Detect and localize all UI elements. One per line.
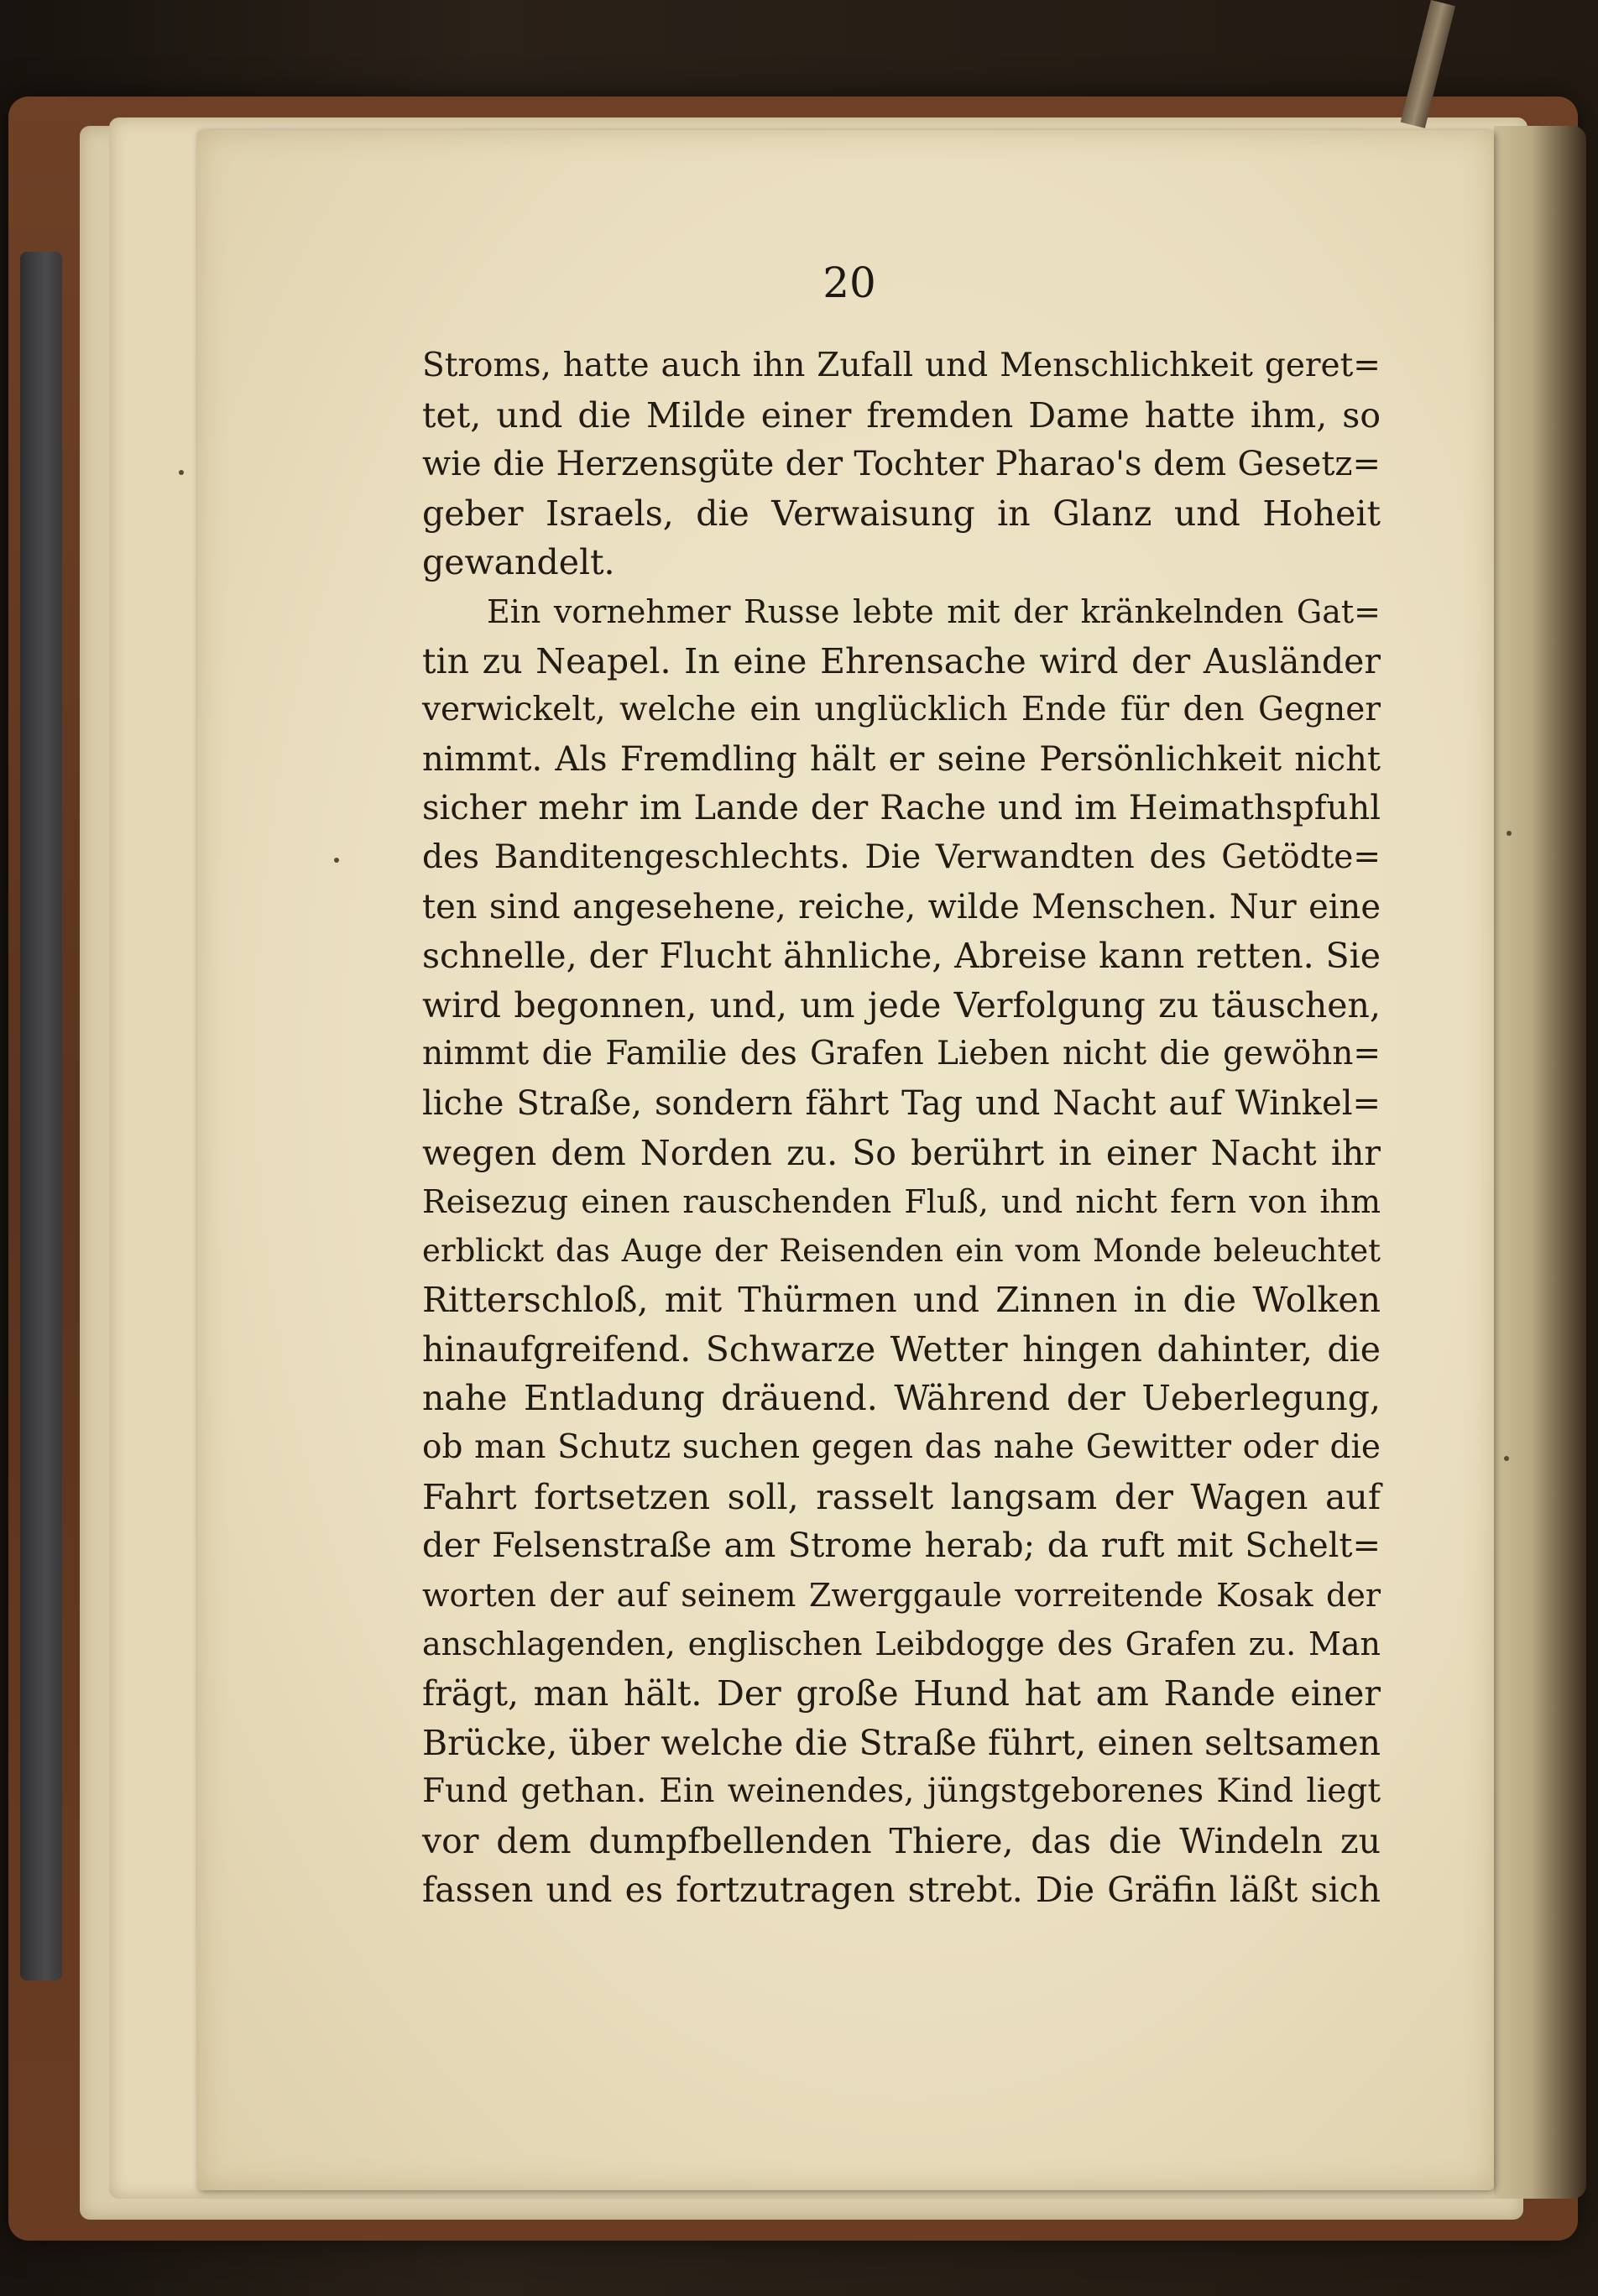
text-line: hinaufgreifend. Schwarze Wetter hingen dahinter, die	[422, 1328, 1381, 1370]
speck	[1504, 1456, 1509, 1461]
book-spine	[20, 252, 62, 1980]
speck	[1507, 831, 1512, 836]
text-line: Stroms, hatte auch ihn Zufall und Menschlichkeit geret=	[422, 347, 1381, 384]
text-line: Brücke, über welche die Straße führt, einen seltsamen	[422, 1722, 1381, 1763]
text-line: geber Israels, die Verwaisung in Glanz und Hoheit	[422, 493, 1381, 534]
text-line: des Banditengeschlechts. Die Verwandten des Getödte=	[422, 838, 1381, 876]
text-line: schnelle, der Flucht ähnliche, Abreise kann retten. Sie	[422, 936, 1381, 977]
text-line: wie die Herzensgüte der Tochter Pharao's dem Gesetz=	[422, 445, 1381, 484]
text-line: vor dem dumpfbellenden Thiere, das die Windeln zu	[422, 1820, 1381, 1861]
text-line: ob man Schutz suchen gegen das nahe Gewitter oder die	[422, 1428, 1381, 1467]
text-line: Fund gethan. Ein weinendes, jüngstgeborenes Kind liegt	[422, 1772, 1381, 1811]
text-line: nimmt. Als Fremdling hält er seine Persönlichkeit nicht	[422, 739, 1381, 779]
text-line: ten sind angesehene, reiche, wilde Menschen. Nur eine	[422, 887, 1381, 926]
text-line: Reisezug einen rauschenden Fluß, und nicht fern von ihm	[422, 1183, 1381, 1221]
text-line: anschlagenden, englischen Leibdogge des Grafen zu. Man	[422, 1625, 1381, 1663]
text-line: Ein vornehmer Russe lebte mit der kränkelnden Gat=	[487, 592, 1381, 630]
text-line: verwickelt, welche ein unglücklich Ende für den Gegner	[422, 691, 1381, 729]
text-line: tet, und die Milde einer fremden Dame hatte ihm, so	[422, 394, 1381, 436]
text-line: nimmt die Familie des Grafen Lieben nicht die gewöhn=	[422, 1035, 1381, 1073]
body-text	[422, 342, 1381, 1915]
text-line: frägt, man hält. Der große Hund hat am Rande einer	[422, 1673, 1381, 1714]
text-line: Fahrt fortsetzen soll, rasselt langsam der Wagen auf	[422, 1476, 1381, 1517]
text-line: nahe Entladung dräuend. Während der Ueberlegung,	[422, 1378, 1381, 1419]
text-line: erblickt das Auge der Reisenden ein vom Monde beleuchtet	[422, 1232, 1381, 1269]
page-number: 20	[822, 258, 876, 307]
speck	[334, 858, 339, 863]
text-line: wegen dem Norden zu. So berührt in einer Nacht ihr	[422, 1132, 1381, 1173]
facing-page-edge	[1494, 126, 1586, 2199]
speck	[179, 470, 184, 475]
text-line: liche Straße, sondern fährt Tag und Nacht auf Winkel=	[422, 1083, 1381, 1123]
text-line: sicher mehr im Lande der Rache und im Heimathspfuhl	[422, 789, 1381, 828]
text-line: wird begonnen, und, um jede Verfolgung zu täuschen,	[422, 984, 1381, 1025]
text-line: worten der auf seinem Zwerggaule vorreitende Kosak der	[422, 1576, 1381, 1614]
text-line: tin zu Neapel. In eine Ehrensache wird der Ausländer	[422, 640, 1381, 681]
text-line: der Felsenstraße am Strome herab; da ruft mit Schelt=	[422, 1526, 1381, 1566]
text-line: gewandelt.	[422, 542, 615, 583]
text-line: fassen und es fortzutragen strebt. Die Gräfin läßt sich	[422, 1870, 1381, 1911]
text-line: Ritterschloß, mit Thürmen und Zinnen in die Wolken	[422, 1280, 1381, 1321]
